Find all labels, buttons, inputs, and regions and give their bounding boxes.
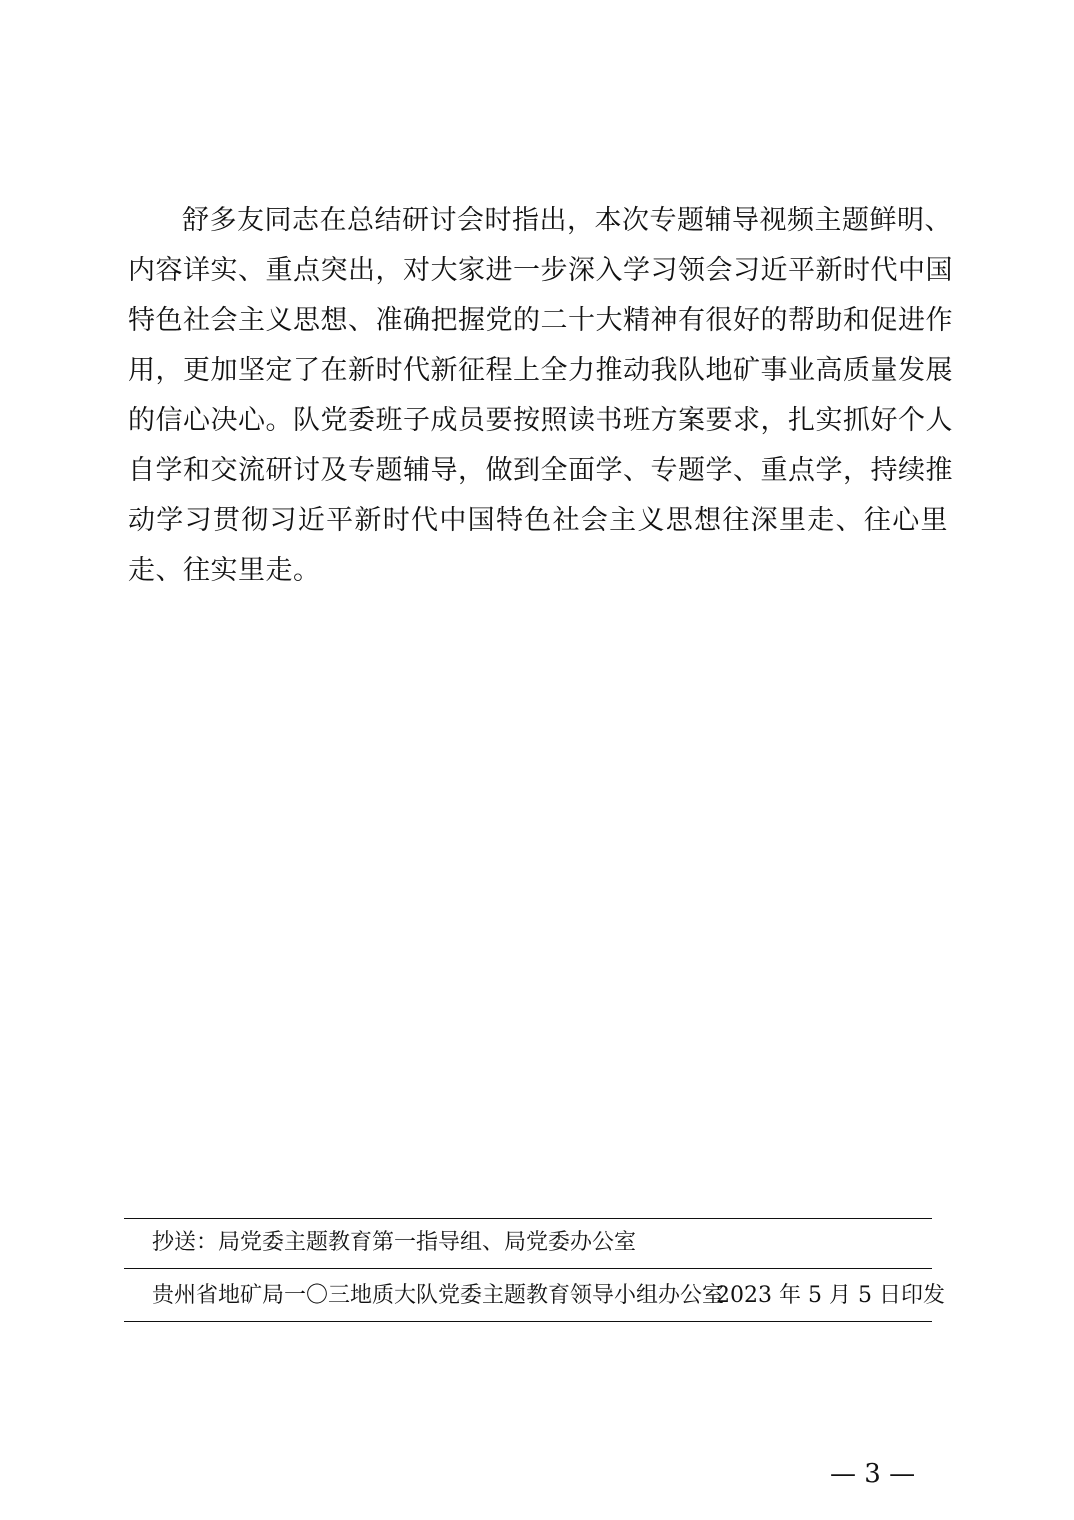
- paragraph-line-3: 特色社会主义思想、准确把握党的二十大精神有很好的帮助和促进作: [128, 305, 953, 336]
- issuing-office: 贵州省地矿局一〇三地质大队党委主题教育领导小组办公室: [152, 1283, 725, 1308]
- paragraph-line-4: 用，更加坚定了在新时代新征程上全力推动我队地矿事业高质量发展: [128, 355, 953, 386]
- paragraph-line-6: 自学和交流研讨及专题辅导，做到全面学、专题学、重点学，持续推: [128, 455, 953, 486]
- paragraph-line-8: 走、往实里走。: [128, 555, 321, 586]
- body-paragraph: [128, 196, 953, 596]
- cc-recipients: 抄送：局党委主题教育第一指导组、局党委办公室: [152, 1230, 637, 1255]
- paragraph-line-2: 内容详实、重点突出，对大家进一步深入学习领会习近平新时代中国: [128, 255, 953, 286]
- paragraph-line-7: 动学习贯彻习近平新时代中国特色社会主义思想往深里走、往心里: [128, 505, 948, 536]
- paragraph-line-5: 的信心决心。队党委班子成员要按照读书班方案要求，扎实抓好个人: [128, 405, 953, 436]
- footer-bottom-rule: [124, 1321, 932, 1322]
- paragraph-line-1: 舒多友同志在总结研讨会时指出，本次专题辅导视频主题鲜明、: [182, 205, 952, 236]
- page-number: — 3 —: [830, 1459, 916, 1489]
- footer-top-rule: [124, 1218, 932, 1219]
- issue-date: 2023 年 5 月 5 日印发: [716, 1283, 945, 1308]
- footer-middle-rule: [124, 1268, 932, 1269]
